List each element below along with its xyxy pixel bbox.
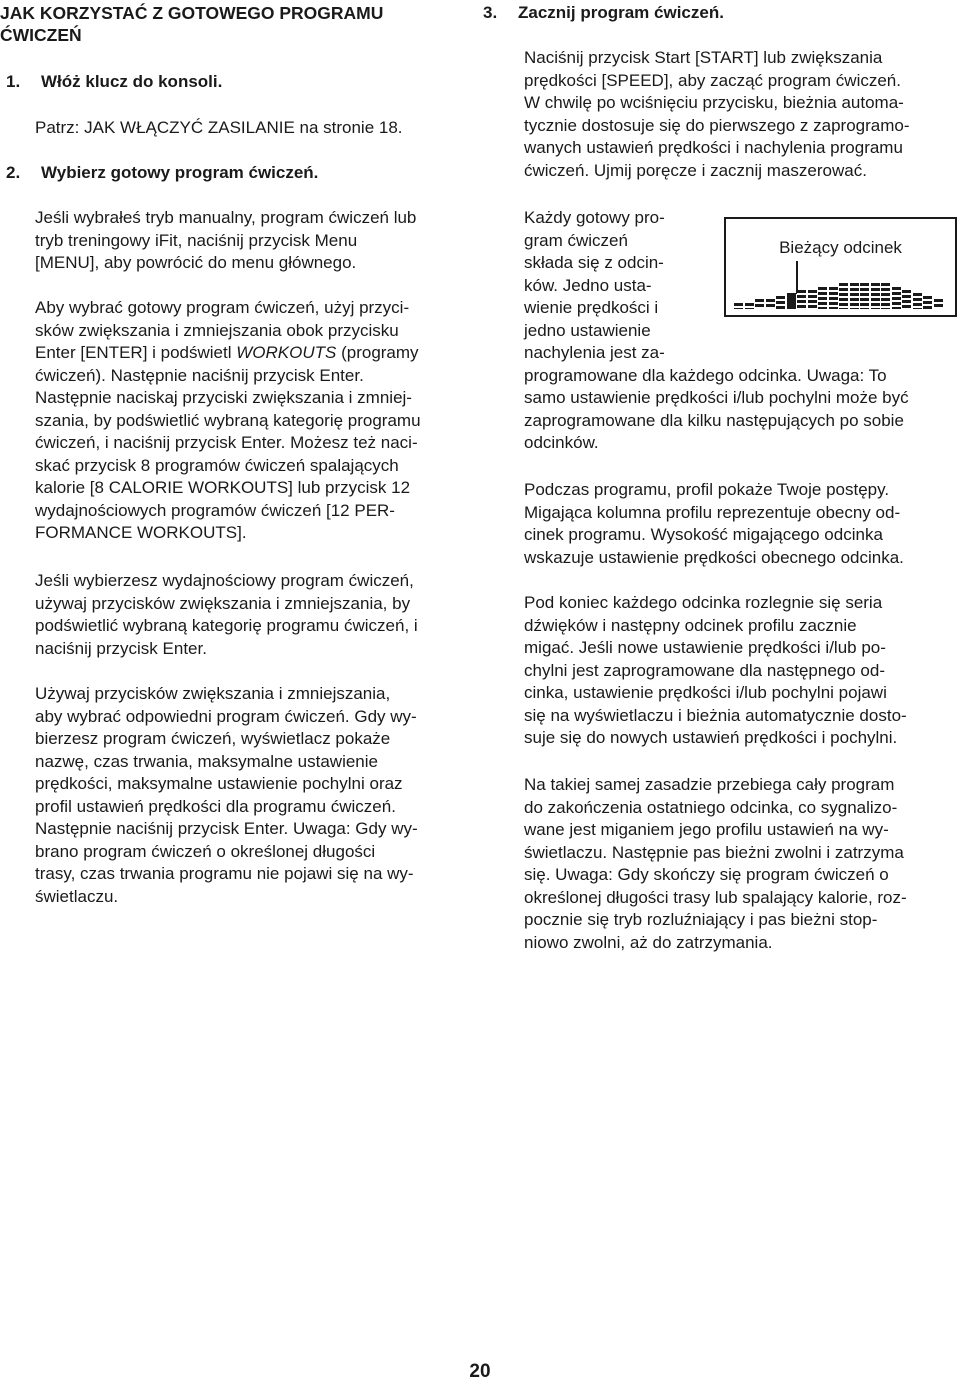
profile-bar <box>829 287 838 309</box>
profile-bar <box>902 290 911 309</box>
profile-bar <box>797 290 806 309</box>
profile-bar <box>734 303 743 309</box>
profile-bar <box>850 283 859 309</box>
profile-bar <box>923 296 932 309</box>
workouts-term: WORKOUTS <box>236 343 337 362</box>
page-number: 20 <box>469 1361 491 1382</box>
workout-profile-display <box>724 217 957 317</box>
profile-bar <box>892 287 901 309</box>
step-1 <box>6 71 222 94</box>
profile-bars <box>734 219 949 319</box>
paragraph-select-workout: Aby wybrać gotowy program ćwiczeń, użyj przyci- sków zwiększania i zmniejszania obok przycisku Enter [ENTER] i podświetl WORKOUTS (programy ćwiczeń). Następnie naciśnij przycisk Enter. Następnie naciskaj przyciski zwiększania i zmniej- szania, by podświetlić wybraną kategorię programu ćwiczeń, i naciśnij przycisk Enter. Możesz też naci- skać przycisk 8 programów ćwiczeń spalających kalorie [8 CALORIE WORKOUTS] lub przycisk 12 wydajnościowych programów ćwiczeń [12 PER- FORMANCE WORKOUTS]. <box>35 298 421 542</box>
paragraph-start-program: Naciśnij przycisk Start [START] lub zwiększania prędkości [SPEED], aby zacząć program ćwiczeń. W chwilę po wciśnięciu przycisku, bieżnia automa- tycznie dostosuje się do pierwszego z zaprogramo- wanych ustawień prędkości i nachylenia programu ćwiczeń. Ujmij poręcze i zacznij maszerować. <box>524 48 910 180</box>
paragraph-profile-progress: Podczas programu, profil pokaże Twoje postępy. Migająca kolumna profilu reprezentuje obecny od- cinek programu. Wysokość migającego odcinka wskazuje ustawienie prędkości obecnego odcinka. <box>524 480 904 567</box>
paragraph-choose-program: Używaj przycisków zwiększania i zmniejszania, aby wybrać odpowiedni program ćwiczeń. Gdy wy- bierzesz program ćwiczeń, wyświetlacz pokaże nazwę, czas trwania, maksymalne ustawienie prędkości, maksymalne ustawienie pochylni oraz profil ustawień prędkości dla programu ćwiczeń. Następnie naciśnij przycisk Enter. Uwaga: Gdy wy- brano program ćwiczeń o określonej długości trasy, czas trwania programu nie pojawi się na wy- świetlaczu. <box>35 684 418 906</box>
paragraph-segment-end: Pod koniec każdego odcinka rozlegnie się seria dźwięków i następny odcinek profilu zacznie migać. Jeśli nowe ustawienie prędkości i/lub po- chylni jest zaprogramowane dla następnego od- cinka, ustawienie prędkości i/lub pochylni pojawi się na wyświetlaczu i bieżnia automatycznie dosto- suje się do nowych ustawień prędkości i pochylni. <box>524 593 907 747</box>
profile-bar <box>839 283 848 309</box>
paragraph-performance-workout: Jeśli wybierzesz wydajnościowy program ćwiczeń, używaj przycisków zwiększania i zmniejszania, by podświetlić wybraną kategorię programu ćwiczeń, i naciśnij przycisk Enter. <box>35 571 418 658</box>
section-title: JAK KORZYSTAĆ Z GOTOWEGO PROGRAMU ĆWICZEŃ <box>0 3 384 45</box>
paragraph-segments: Każdy gotowy pro- gram ćwiczeń składa się z odcin- ków. Jedno usta- wienie prędkości i jedno ustawienie nachylenia jest za- programowane dla każdego odcinka. Uwaga: To samo ustawienie prędkości i/lub pochylni może być zaprogramowane dla kilku następujących po sobie odcinków. <box>524 208 909 452</box>
step-2-text: Wybierz gotowy program ćwiczeń. <box>41 163 319 182</box>
profile-bar <box>755 299 764 309</box>
step-2 <box>6 162 318 185</box>
profile-bar <box>818 287 827 309</box>
profile-bar <box>860 283 869 309</box>
profile-bar <box>776 296 785 309</box>
step-1-number: 1. <box>6 72 21 91</box>
paragraph-program-end: Na takiej samej zasadzie przebiega cały program do zakończenia ostatniego odcinka, co sygnalizo- wane jest miganiem jego profilu ustawień na wy- świetlaczu. Następnie pas bieżni zwolni i zatrzyma się. Uwaga: Gdy skończy się program ćwiczeń o określonej długości trasy lub spalający kalorie, roz- pocznie się tryb rozluźniający i pas bieżni stop- niowo zwolni, aż do zatrzymania. <box>524 775 907 952</box>
profile-bar <box>934 299 943 309</box>
profile-bar <box>808 290 817 309</box>
profile-bar <box>881 283 890 309</box>
step-1-text: Włóż klucz do konsoli. <box>41 72 223 91</box>
step-1-note: Patrz: JAK WŁĄCZYĆ ZASILANIE na stronie 18. <box>35 118 403 137</box>
profile-bar <box>871 283 880 309</box>
current-segment-label: Bieżący odcinek <box>779 238 902 257</box>
step-3-number: 3. <box>483 3 498 22</box>
profile-bar <box>745 303 754 309</box>
profile-bar-current <box>787 293 796 309</box>
paragraph-return-menu: Jeśli wybrałeś tryb manualny, program ćwiczeń lub tryb treningowy iFit, naciśnij przycisk Menu [MENU], aby powrócić do menu głównego. <box>35 208 417 272</box>
step-2-number: 2. <box>6 163 21 182</box>
step-3-text: Zacznij program ćwiczeń. <box>518 3 724 22</box>
step-3 <box>483 2 724 25</box>
profile-bar <box>766 299 775 309</box>
profile-bar <box>913 293 922 309</box>
